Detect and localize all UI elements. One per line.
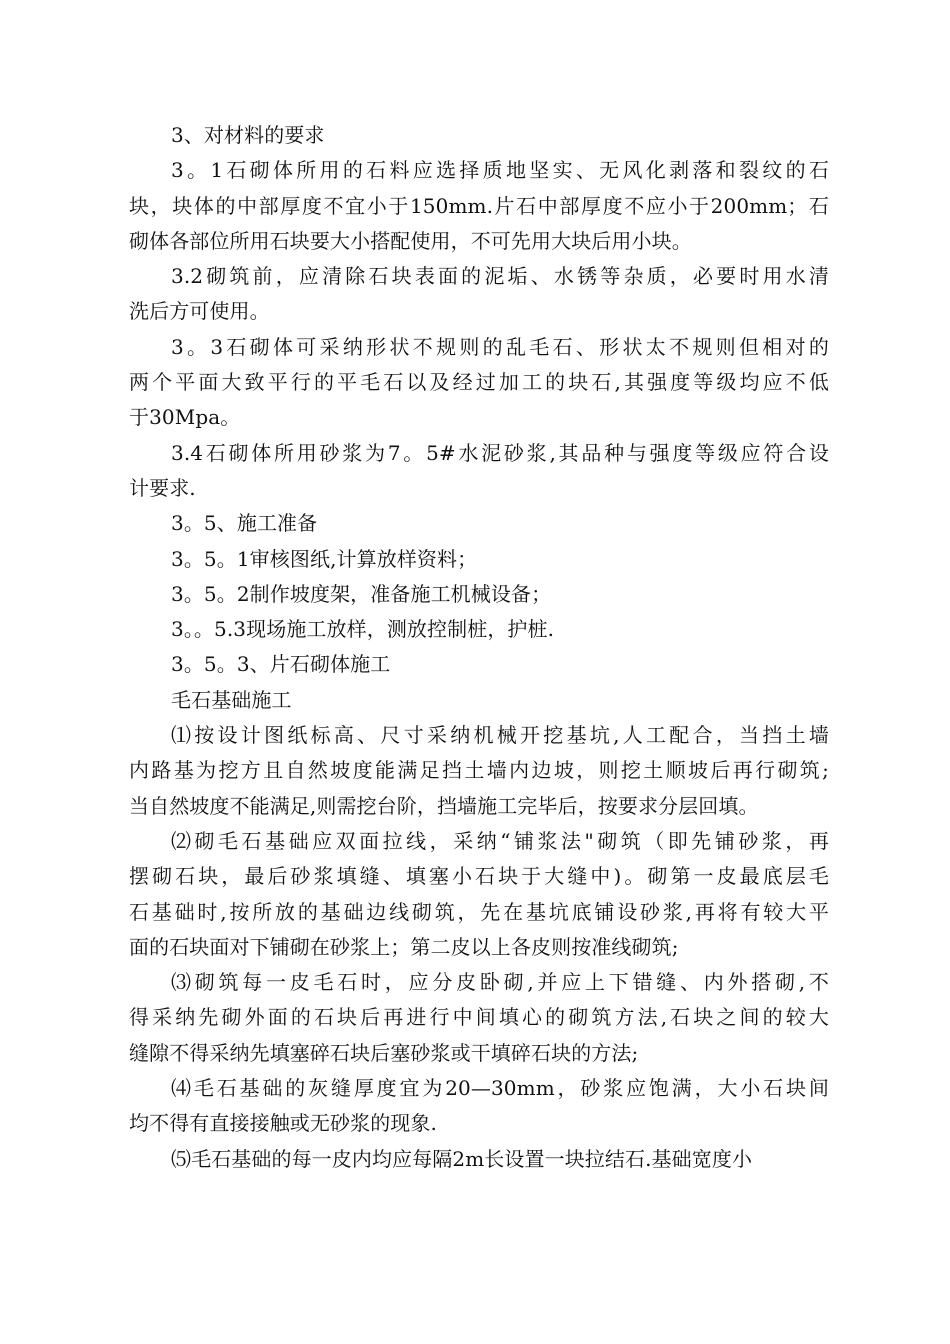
paragraph: [129, 542, 829, 577]
text-line: 于30Mpa。: [129, 405, 241, 430]
text-line: 洗后方可使用。: [129, 299, 270, 324]
text-line: 毛石基础施工: [171, 687, 292, 712]
text-line: 3。1石砌体所用的石料应选择质地坚实、无风化剥落和裂纹的石: [171, 158, 829, 183]
paragraph: [129, 118, 829, 153]
text-line: 得采纳先砌外面的石块后再进行中间填心的砌筑方法,石块之间的较大: [129, 1005, 829, 1030]
paragraph: [129, 330, 829, 436]
text-line: 两个平面大致平行的平毛石以及经过加工的块石,其强度等级均应不低: [129, 370, 829, 395]
text-line: 3.4石砌体所用砂浆为7。5#水泥砂浆,其品种与强度等级应符合设: [171, 440, 829, 465]
text-line: 均不得有直接接触或无砂浆的现象.: [129, 1111, 437, 1136]
text-line: 面的石块面对下铺砌在砂浆上；第二皮以上各皮则按准线砌筑;: [129, 934, 679, 959]
text-line: 3.2砌筑前，应清除石块表面的泥垢、水锈等杂质，必要时用水清: [171, 264, 829, 289]
text-line: 当自然坡度不能满足,则需挖台阶，挡墙施工完毕后，按要求分层回填。: [129, 793, 759, 818]
text-line: 3。3石砌体可采纳形状不规则的乱毛石、形状太不规则但相对的: [171, 334, 829, 359]
text-line: ⑴按设计图纸标高、尺寸采纳机械开挖基坑,人工配合，当挡土墙: [171, 723, 829, 748]
text-line: 计要求.: [129, 475, 196, 500]
paragraph: [129, 1142, 829, 1177]
paragraph: [129, 436, 829, 507]
paragraph: [129, 824, 829, 965]
paragraph: [129, 506, 829, 541]
paragraph: [129, 965, 829, 1071]
text-line: 3。。5.3现场施工放样，测放控制桩，护桩.: [171, 617, 555, 642]
text-line: ⑸毛石基础的每一皮内均应每隔2m长设置一块拉结石.基础宽度小: [171, 1146, 753, 1171]
paragraph: [129, 1071, 829, 1142]
text-line: 3。5、施工准备: [171, 511, 318, 536]
text-line: 3。5。1审核图纸,计算放样资料；: [171, 546, 478, 571]
document-body: [129, 118, 829, 1177]
text-line: 内路基为挖方且自然坡度能满足挡土墙内边坡，则挖土顺坡后再行砌筑;: [129, 758, 829, 783]
paragraph: [129, 647, 829, 682]
text-line: 摆砌石块，最后砂浆填缝、填塞小石块于大缝中)。砌第一皮最底层毛: [129, 864, 829, 889]
paragraph: [129, 577, 829, 612]
text-line: 3。5。2制作坡度架，准备施工机械设备；: [171, 581, 552, 606]
text-line: 砌体各部位所用石块要大小搭配使用，不可先用大块后用小块。: [129, 228, 692, 253]
text-line: ⑷毛石基础的灰缝厚度宜为20—30mm，砂浆应饱满，大小石块间: [171, 1076, 829, 1101]
text-line: 石基础时,按所放的基础边线砌筑，先在基坑底铺设砂浆,再将有较大平: [129, 899, 829, 924]
text-line: 块，块体的中部厚度不宜小于150mm.片石中部厚度不应小于200mm；石: [129, 193, 829, 218]
text-line: 3、对材料的要求: [171, 123, 325, 147]
paragraph: [129, 612, 829, 647]
text-line: 3。5。3、片石砌体施工: [171, 652, 391, 677]
paragraph: [129, 153, 829, 259]
paragraph: [129, 718, 829, 824]
paragraph: [129, 683, 829, 718]
text-line: 缝隙不得采纳先填塞碎石块后塞砂浆或干填碎石块的方法;: [129, 1040, 639, 1065]
text-line: ⑶砌筑每一皮毛石时，应分皮卧砌,并应上下错缝、内外搭砌,不: [171, 970, 829, 995]
text-line: ⑵砌毛石基础应双面拉线，采纳“铺浆法"砌筑（即先铺砂浆，再: [171, 828, 829, 853]
paragraph: [129, 259, 829, 330]
